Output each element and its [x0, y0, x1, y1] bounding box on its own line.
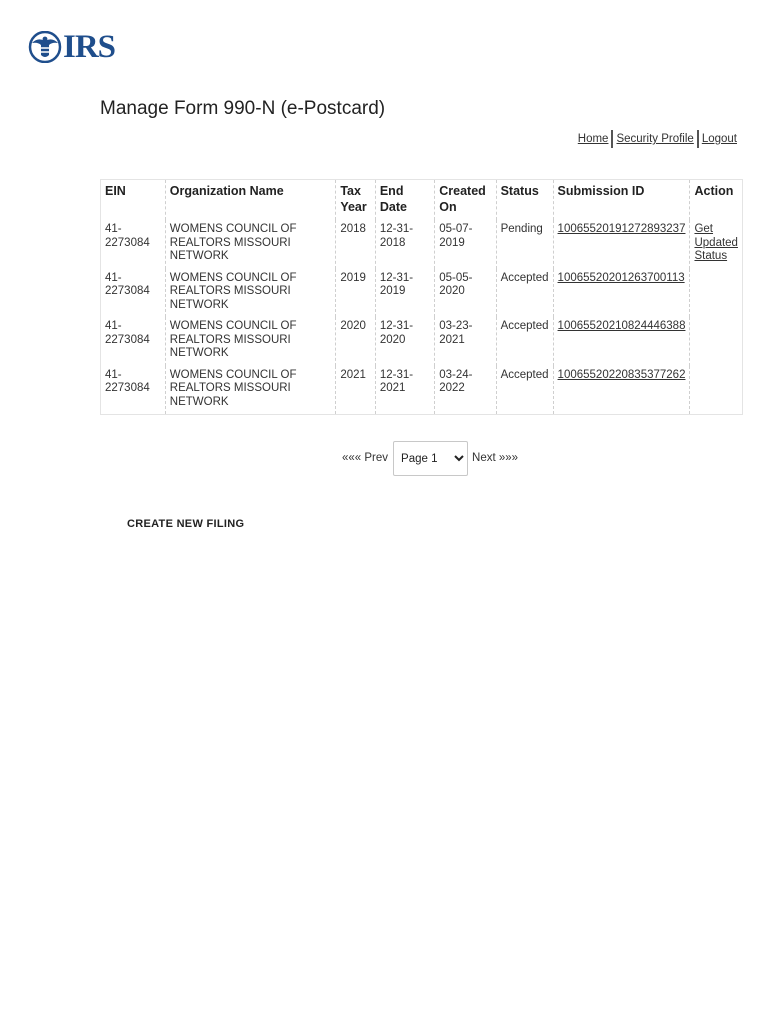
- submission-id-link[interactable]: 10065520210824446388: [557, 320, 686, 332]
- cell-ein: 41-2273084: [105, 271, 150, 297]
- cell-ein: 41-2273084: [105, 223, 150, 249]
- cell-created-on: 05-05-2020: [435, 269, 496, 318]
- cell-submission-id: [553, 317, 690, 366]
- cell-end-date: 12-31-2020: [375, 317, 434, 366]
- column-header-tax-year: Tax Year: [336, 180, 376, 221]
- table-header-row: [101, 180, 743, 221]
- logo-text: IRS: [63, 29, 116, 65]
- cell-submission-id: [553, 269, 690, 318]
- top-nav: [575, 130, 740, 148]
- nav-security-profile-link[interactable]: Security Profile: [616, 133, 694, 145]
- prev-page-link[interactable]: ««« Prev: [342, 452, 389, 464]
- page-title: Manage Form 990-N (e-Postcard): [100, 98, 386, 119]
- table-row: [101, 220, 743, 269]
- column-header-end-date: End Date: [375, 180, 434, 221]
- column-header-created-on: Created On: [435, 180, 496, 221]
- cell-tax-year: 2018: [336, 220, 376, 269]
- filings-table: [100, 179, 743, 415]
- cell-tax-year: 2021: [336, 366, 376, 415]
- cell-status: Accepted: [496, 269, 553, 318]
- cell-ein: 41-2273084: [105, 368, 150, 394]
- next-page-link[interactable]: Next »»»: [472, 452, 519, 464]
- cell-organization-name: WOMENS COUNCIL OF REALTORS MISSOURI NETWORK: [165, 220, 336, 269]
- column-header-submission-id: Submission ID: [553, 180, 690, 221]
- column-header-ein: EIN: [105, 184, 126, 198]
- nav-home-link[interactable]: Home: [577, 133, 609, 145]
- cell-end-date: 12-31-2021: [375, 366, 434, 415]
- cell-created-on: 03-23-2021: [435, 317, 496, 366]
- pagination: [342, 441, 518, 476]
- submission-id-link[interactable]: 10065520191272893237: [557, 223, 686, 235]
- irs-eagle-icon: [28, 31, 62, 63]
- irs-logo[interactable]: [28, 30, 115, 64]
- column-header-status: Status: [496, 180, 553, 221]
- table-row: [101, 317, 743, 366]
- cell-created-on: 03-24-2022: [435, 366, 496, 415]
- cell-submission-id: [553, 220, 690, 269]
- get-updated-status-link[interactable]: Get Updated Status: [694, 223, 738, 262]
- cell-action: [690, 269, 743, 318]
- table-row: [101, 269, 743, 318]
- cell-organization-name: WOMENS COUNCIL OF REALTORS MISSOURI NETWORK: [165, 317, 336, 366]
- cell-tax-year: 2019: [336, 269, 376, 318]
- cell-submission-id: [553, 366, 690, 415]
- column-header-action: Action: [690, 180, 743, 221]
- cell-action: [690, 220, 743, 269]
- table-row: [101, 366, 743, 415]
- create-new-filing-button[interactable]: CREATE NEW FILING: [127, 518, 245, 530]
- page-select[interactable]: [393, 441, 468, 476]
- cell-end-date: 12-31-2018: [375, 220, 434, 269]
- cell-tax-year: 2020: [336, 317, 376, 366]
- cell-status: Accepted: [496, 366, 553, 415]
- column-header-organization-name: Organization Name: [165, 180, 336, 221]
- submission-id-link[interactable]: 10065520201263700113: [557, 271, 685, 284]
- cell-organization-name: WOMENS COUNCIL OF REALTORS MISSOURI NETWORK: [165, 269, 336, 318]
- cell-organization-name: WOMENS COUNCIL OF REALTORS MISSOURI NETWORK: [165, 366, 336, 415]
- cell-created-on: 05-07-2019: [435, 220, 496, 269]
- cell-ein: 41-2273084: [105, 320, 150, 346]
- cell-action: [690, 317, 743, 366]
- cell-end-date: 12-31-2019: [375, 269, 434, 318]
- cell-status: Accepted: [496, 317, 553, 366]
- nav-logout-link[interactable]: Logout: [701, 133, 737, 145]
- cell-status: Pending: [496, 220, 553, 269]
- cell-action: [690, 366, 743, 415]
- submission-id-link[interactable]: 10065520220835377262: [557, 368, 686, 381]
